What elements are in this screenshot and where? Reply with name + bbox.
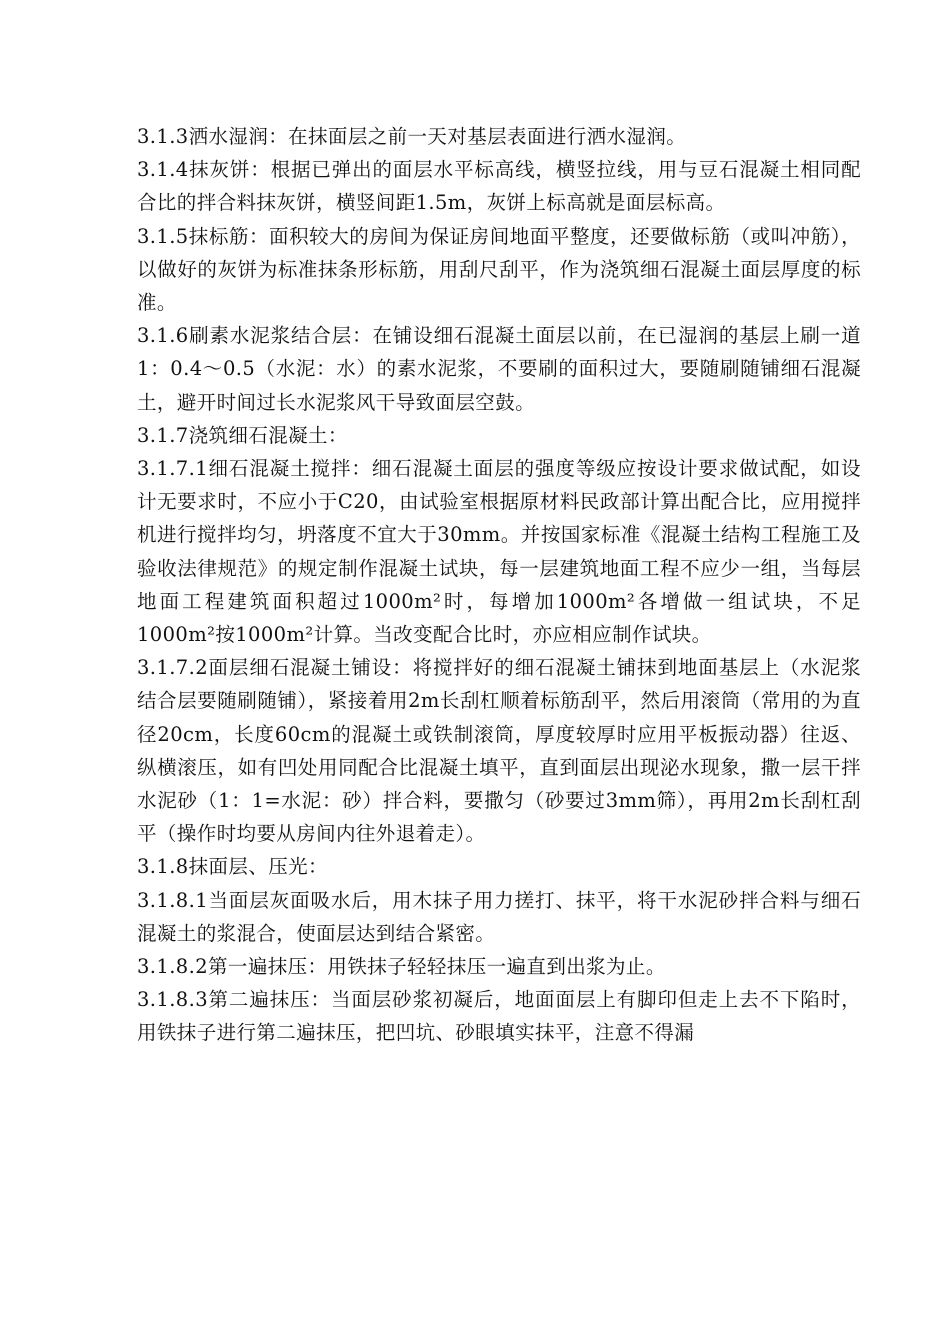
paragraph-3-1-8-3: 3.1.8.3第二遍抹压：当面层砂浆初凝后，地面面层上有脚印但走上去不下陷时，用铁抹子进行第二遍抹压，把凹坑、砂眼填实抹平，注意不得漏 <box>137 988 861 1045</box>
paragraph-3-1-4: 3.1.4抹灰饼：根据已弹出的面层水平标高线，横竖拉线，用与豆石混凝土相同配合比的拌合料抹灰饼，横竖间距1.5m，灰饼上标高就是面层标高。 <box>137 158 861 215</box>
paragraph-3-1-7-2: 3.1.7.2面层细石混凝土铺设：将搅拌好的细石混凝土铺抹到地面基层上（水泥浆结合层要随刷随铺），紧接着用2m长刮杠顺着标筋刮平，然后用滚筒（常用的为直径20cm，长度60cm的混凝土或铁制滚筒，厚度较厚时应用平板振动器）往返、纵横滚压，如有凹处用同配合比混凝土填平，直到面层出现泌水现象，撒一层干拌水泥砂（1：1=水泥：砂）拌合料，要撒匀（砂要过3mm筛），再用2m长刮杠刮平（操作时均要从房间内往外退着走）。 <box>137 656 861 846</box>
paragraph-3-1-7: 3.1.7浇筑细石混凝土： <box>137 423 348 447</box>
paragraph-3-1-6: 3.1.6刷素水泥浆结合层：在铺设细石混凝土面层以前，在已湿润的基层上刷一道1：0.4～0.5（水泥：水）的素水泥浆，不要刷的面积过大，要随刷随铺细石混凝土，避开时间过长水泥浆风干导致面层空鼓。 <box>137 324 861 414</box>
paragraph-3-1-5: 3.1.5抹标筋：面积较大的房间为保证房间地面平整度，还要做标筋（或叫冲筋），以做好的灰饼为标准抹条形标筋，用刮尺刮平，作为浇筑细石混凝土面层厚度的标准。 <box>137 224 861 315</box>
paragraph-3-1-8: 3.1.8抹面层、压光： <box>137 855 328 879</box>
paragraph-3-1-8-1: 3.1.8.1当面层灰面吸水后，用木抹子用力搓打、抹平，将干水泥砂拌合料与细石混凝土的浆混合，使面层达到结合紧密。 <box>137 888 861 945</box>
paragraph-3-1-3: 3.1.3洒水湿润：在抹面层之前一天对基层表面进行洒水湿润。 <box>137 125 687 148</box>
paragraph-3-1-8-2: 3.1.8.2第一遍抹压：用铁抹子轻轻抹压一遍直到出浆为止。 <box>137 955 666 979</box>
paragraph-3-1-7-1: 3.1.7.1细石混凝土搅拌：细石混凝土面层的强度等级应按设计要求做试配，如设计无要求时，不应小于C20，由试验室根据原材料民政部计算出配合比，应用搅拌机进行搅拌均匀，坍落度不宜大于30mm。并按国家标准《混凝土结构工程施工及验收法律规范》的规定制作混凝土试块，每一层建筑地面工程不应少一组，当每层地面工程建筑面积超过1000m²时，每增加1000m²各增做一组试块，不足1000m²按1000m²计算。当改变配合比时，亦应相应制作试块。 <box>137 457 861 647</box>
document-page <box>137 120 861 1050</box>
